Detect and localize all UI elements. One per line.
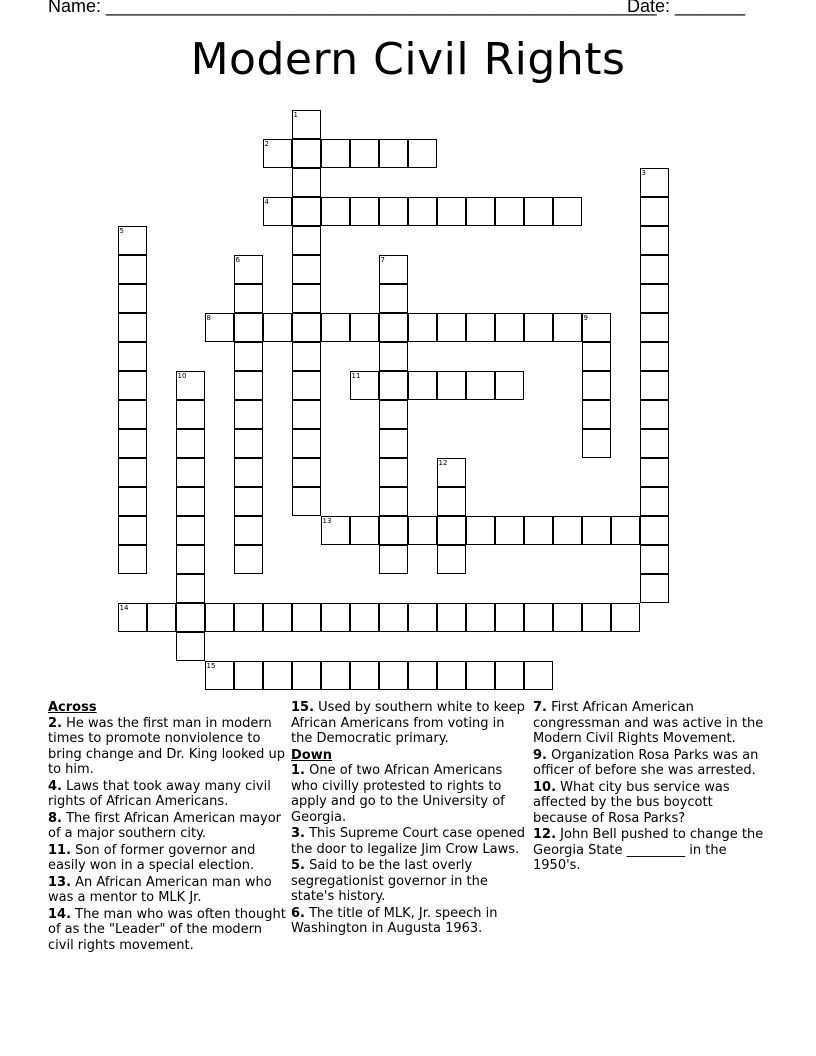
cell-number: 13 [322, 517, 332, 525]
page-title: Modern Civil Rights [190, 34, 626, 85]
crossword-cell[interactable] [553, 197, 582, 226]
crossword-cell[interactable] [234, 603, 263, 632]
crossword-cell[interactable] [234, 458, 263, 487]
crossword-cell[interactable] [437, 516, 466, 545]
crossword-cell[interactable] [118, 545, 147, 574]
name-field-label: Name: _______________________________________________________ [48, 0, 657, 16]
crossword-cell[interactable] [582, 371, 611, 400]
clue-number: 15. [291, 700, 315, 715]
clue-text: Son of former governor and easily won in a special election. [48, 842, 256, 873]
crossword-cell[interactable] [495, 516, 524, 545]
crossword-cell[interactable] [234, 545, 263, 574]
crossword-cell[interactable] [292, 139, 321, 168]
crossword-cell[interactable] [118, 603, 147, 632]
clue-down-5 [291, 858, 529, 905]
crossword-cell[interactable] [234, 400, 263, 429]
crossword-cell[interactable] [524, 197, 553, 226]
crossword-cell[interactable] [640, 371, 669, 400]
date-field-label: Date: _______ [627, 0, 746, 16]
crossword-cell[interactable] [205, 661, 234, 690]
crossword-cell[interactable] [118, 284, 147, 313]
crossword-cell[interactable] [553, 516, 582, 545]
crossword-cell[interactable] [408, 516, 437, 545]
crossword-cell[interactable] [640, 197, 669, 226]
crossword-cell[interactable] [263, 139, 292, 168]
crossword-cell[interactable] [582, 342, 611, 371]
crossword-cell[interactable] [234, 342, 263, 371]
crossword-cell[interactable] [495, 197, 524, 226]
clue-text: The title of MLK, Jr. speech in Washington in Augusta 1963. [291, 905, 498, 936]
cell-number: 2 [264, 140, 269, 148]
crossword-cell[interactable] [292, 197, 321, 226]
crossword-cell[interactable] [437, 458, 466, 487]
crossword-cell[interactable] [321, 661, 350, 690]
crossword-cell[interactable] [379, 400, 408, 429]
clue-down-7 [533, 700, 771, 747]
crossword-cell[interactable] [176, 429, 205, 458]
crossword-cell[interactable] [437, 197, 466, 226]
clue-text: Used by southern white to keep African Americans from voting in the Democratic primary. [291, 700, 525, 746]
crossword-cell[interactable] [524, 516, 553, 545]
crossword-cell[interactable] [292, 458, 321, 487]
clue-number: 11. [48, 842, 72, 858]
crossword-cell[interactable] [379, 284, 408, 313]
crossword-cell[interactable] [118, 255, 147, 284]
clue-across-8 [48, 811, 286, 842]
clue-down-1 [291, 763, 529, 825]
crossword-cell[interactable] [234, 371, 263, 400]
crossword-cell[interactable] [321, 516, 350, 545]
crossword-cell[interactable] [176, 458, 205, 487]
crossword-cell[interactable] [234, 429, 263, 458]
crossword-cell[interactable] [553, 313, 582, 342]
clue-number: 10. [533, 779, 557, 795]
cell-number: 15 [206, 662, 216, 670]
crossword-cell[interactable] [640, 284, 669, 313]
crossword-cell[interactable] [495, 313, 524, 342]
clue-across-11 [48, 843, 286, 874]
crossword-cell[interactable] [466, 661, 495, 690]
clues-column-3 [533, 700, 771, 875]
clue-number: 1. [291, 763, 305, 778]
crossword-cell[interactable] [582, 603, 611, 632]
crossword-cell[interactable] [640, 226, 669, 255]
crossword-cell[interactable] [292, 284, 321, 313]
crossword-cell[interactable] [379, 197, 408, 226]
crossword-cell[interactable] [292, 400, 321, 429]
crossword-cell[interactable] [118, 516, 147, 545]
clue-text: First African American congressman and was active in the Modern Civil Rights Movement. [533, 700, 764, 746]
clue-text: An African American man who was a mentor to MLK Jr. [48, 874, 272, 905]
crossword-cell[interactable] [176, 574, 205, 603]
crossword-cell[interactable] [408, 197, 437, 226]
clue-across-13 [48, 875, 286, 906]
crossword-cell[interactable] [379, 429, 408, 458]
clue-across-4 [48, 779, 286, 810]
cell-number: 3 [641, 169, 646, 177]
crossword-cell[interactable] [379, 458, 408, 487]
crossword-cell[interactable] [176, 400, 205, 429]
crossword-cell[interactable] [379, 139, 408, 168]
cell-number: 14 [119, 604, 129, 612]
cell-number: 12 [438, 459, 448, 467]
crossword-cell[interactable] [437, 545, 466, 574]
crossword-cell[interactable] [640, 342, 669, 371]
clue-text: What city bus service was affected by the bus boycott because of Rosa Parks? [533, 779, 730, 826]
crossword-cell[interactable] [408, 139, 437, 168]
cell-number: 7 [380, 256, 385, 264]
clue-text: The first African American mayor of a major southern city. [48, 810, 282, 841]
crossword-cell[interactable] [147, 603, 176, 632]
clue-text: The man who was often thought of as the "Leader" of the modern civil rights movement. [48, 906, 286, 953]
crossword-cell[interactable] [582, 429, 611, 458]
clue-text: He was the first man in modern times to promote nonviolence to bring change and Dr. King looked up to him. [48, 715, 286, 777]
clue-number: 5. [291, 858, 305, 873]
clue-text: Organization Rosa Parks was an officer of before she was arrested. [533, 747, 759, 778]
clue-text: This Supreme Court case opened the door to legalize Jim Crow Laws. [291, 826, 525, 857]
clue-text: One of two African Americans who civilly protested to rights to apply and go to the University of Georgia. [291, 763, 505, 825]
crossword-cell[interactable] [205, 313, 234, 342]
clue-down-3 [291, 826, 529, 857]
crossword-cell[interactable] [292, 168, 321, 197]
crossword-cell[interactable] [640, 168, 669, 197]
crossword-cell[interactable] [466, 313, 495, 342]
crossword-cell[interactable] [466, 603, 495, 632]
crossword-cell[interactable] [379, 371, 408, 400]
crossword-cell[interactable] [176, 516, 205, 545]
crossword-cell[interactable] [350, 139, 379, 168]
crossword-cell[interactable] [495, 661, 524, 690]
crossword-cell[interactable] [640, 487, 669, 516]
crossword-cell[interactable] [321, 313, 350, 342]
crossword-cell[interactable] [292, 110, 321, 139]
crossword-cell[interactable] [379, 255, 408, 284]
crossword-cell[interactable] [321, 139, 350, 168]
clue-text: John Bell pushed to change the Georgia State _________ in the 1950's. [533, 827, 764, 873]
crossword-cell[interactable] [234, 255, 263, 284]
crossword-cell[interactable] [292, 313, 321, 342]
crossword-cell[interactable] [379, 342, 408, 371]
clue-number: 13. [48, 874, 72, 890]
crossword-cell[interactable] [611, 603, 640, 632]
clue-down-9 [533, 748, 771, 779]
clue-across-2 [48, 716, 286, 778]
crossword-cell[interactable] [205, 603, 234, 632]
crossword-cell[interactable] [582, 400, 611, 429]
crossword-cell[interactable] [234, 661, 263, 690]
crossword-cell[interactable] [118, 371, 147, 400]
crossword-cell[interactable] [466, 197, 495, 226]
cell-number: 5 [119, 227, 124, 235]
crossword-cell[interactable] [118, 487, 147, 516]
cell-number: 4 [264, 198, 269, 206]
crossword-cell[interactable] [437, 603, 466, 632]
crossword-cell[interactable] [495, 371, 524, 400]
crossword-cell[interactable] [640, 545, 669, 574]
cell-number: 6 [235, 256, 240, 264]
crossword-cell[interactable] [640, 458, 669, 487]
crossword-cell[interactable] [379, 516, 408, 545]
crossword-cell[interactable] [234, 284, 263, 313]
crossword-cell[interactable] [234, 516, 263, 545]
crossword-cell[interactable] [350, 197, 379, 226]
crossword-cell[interactable] [408, 313, 437, 342]
crossword-cell[interactable] [611, 516, 640, 545]
cell-number: 10 [177, 372, 187, 380]
crossword-cell[interactable] [495, 603, 524, 632]
crossword-cell[interactable] [379, 603, 408, 632]
crossword-cell[interactable] [292, 603, 321, 632]
crossword-cell[interactable] [437, 313, 466, 342]
crossword-cell[interactable] [640, 574, 669, 603]
crossword-cell[interactable] [466, 516, 495, 545]
crossword-cell[interactable] [292, 429, 321, 458]
crossword-cell[interactable] [118, 458, 147, 487]
crossword-cell[interactable] [292, 226, 321, 255]
crossword-cell[interactable] [292, 661, 321, 690]
crossword-cell[interactable] [466, 371, 495, 400]
clues-column-1 [48, 700, 286, 954]
crossword-cell[interactable] [176, 603, 205, 632]
clue-number: 3. [291, 826, 305, 841]
crossword-cell[interactable] [292, 371, 321, 400]
clue-down-10 [533, 780, 771, 827]
crossword-cell[interactable] [640, 516, 669, 545]
crossword-cell[interactable] [118, 342, 147, 371]
crossword-cell[interactable] [118, 226, 147, 255]
crossword-cell[interactable] [379, 487, 408, 516]
clue-down-6 [291, 906, 529, 937]
clue-text: Said to be the last overly segregationist governor in the state's history. [291, 858, 488, 904]
crossword-cell[interactable] [118, 429, 147, 458]
crossword-cell[interactable] [437, 371, 466, 400]
crossword-cell[interactable] [350, 313, 379, 342]
clue-number: 14. [48, 906, 72, 922]
crossword-cell[interactable] [292, 255, 321, 284]
clue-number: 8. [48, 810, 62, 826]
crossword-cell[interactable] [263, 197, 292, 226]
clue-number: 4. [48, 778, 62, 794]
crossword-cell[interactable] [408, 603, 437, 632]
crossword-cell[interactable] [640, 429, 669, 458]
cell-number: 9 [583, 314, 588, 322]
crossword-cell[interactable] [437, 487, 466, 516]
crossword-cell[interactable] [234, 487, 263, 516]
crossword-cell[interactable] [118, 313, 147, 342]
crossword-cell[interactable] [640, 255, 669, 284]
crossword-cell[interactable] [524, 313, 553, 342]
clue-number: 6. [291, 905, 305, 921]
crossword-cell[interactable] [553, 603, 582, 632]
clue-number: 12. [533, 827, 557, 842]
crossword-cell[interactable] [321, 197, 350, 226]
crossword-cell[interactable] [350, 603, 379, 632]
crossword-cell[interactable] [176, 545, 205, 574]
clue-down-12 [533, 827, 771, 874]
crossword-cell[interactable] [582, 313, 611, 342]
clue-number: 7. [533, 700, 547, 715]
crossword-cell[interactable] [640, 313, 669, 342]
crossword-cell[interactable] [176, 632, 205, 661]
crossword-cell[interactable] [176, 487, 205, 516]
crossword-cell[interactable] [408, 661, 437, 690]
crossword-cell[interactable] [640, 400, 669, 429]
crossword-cell[interactable] [234, 313, 263, 342]
crossword-cell[interactable] [379, 545, 408, 574]
clues-column-2 [291, 700, 529, 938]
clue-number: 2. [48, 715, 62, 731]
crossword-cell[interactable] [379, 313, 408, 342]
crossword-cell[interactable] [321, 603, 350, 632]
cell-number: 1 [293, 111, 298, 119]
crossword-cell[interactable] [263, 661, 292, 690]
crossword-cell[interactable] [379, 661, 408, 690]
crossword-cell[interactable] [582, 516, 611, 545]
crossword-cell[interactable] [350, 661, 379, 690]
crossword-cell[interactable] [263, 603, 292, 632]
across-heading: Across [48, 700, 97, 715]
clue-across-14 [48, 907, 286, 954]
crossword-cell[interactable] [350, 371, 379, 400]
clue-number: 9. [533, 747, 547, 763]
cell-number: 8 [206, 314, 211, 322]
down-heading: Down [291, 747, 332, 763]
crossword-cell[interactable] [524, 661, 553, 690]
cell-number: 11 [351, 372, 361, 380]
clue-text: Laws that took away many civil rights of African Americans. [48, 778, 271, 809]
crossword-cell[interactable] [292, 487, 321, 516]
clue-across-15 [291, 700, 529, 747]
crossword-cell[interactable] [437, 661, 466, 690]
crossword-cell[interactable] [524, 603, 553, 632]
crossword-cell[interactable] [408, 371, 437, 400]
crossword-cell[interactable] [350, 516, 379, 545]
crossword-cell[interactable] [263, 313, 292, 342]
crossword-cell[interactable] [118, 400, 147, 429]
crossword-cell[interactable] [292, 342, 321, 371]
crossword-cell[interactable] [176, 371, 205, 400]
